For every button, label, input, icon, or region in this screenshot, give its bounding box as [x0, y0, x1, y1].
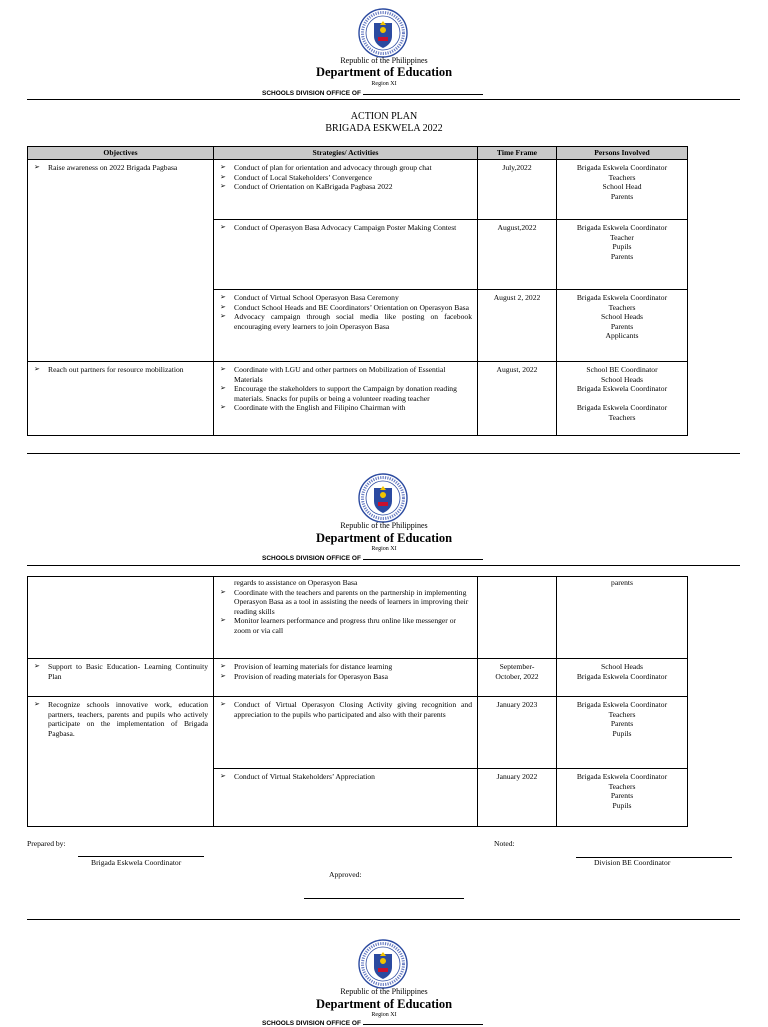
noted-label: Noted:	[494, 839, 515, 848]
person-entry: Brigada Eskwela Coordinator	[576, 671, 668, 681]
activity-item: ➢ Coordinate with the teachers and parents on the partnership in implementing Operasyon Basa as a tool in assisting the needs of learners in improving their reading skills	[219, 588, 472, 617]
action-plan-table-page2	[27, 576, 688, 827]
activity-item: ➢ Coordinate with LGU and other partners on Mobilization of Essential Materials	[219, 365, 472, 384]
person-entry: Pupils	[612, 728, 632, 738]
activity-item: ➢ Conduct of Operasyon Basa Advocacy Campaign Poster Making Contest	[219, 223, 472, 233]
activity-item: ➢ Provision of reading materials for Operasyon Basa	[219, 672, 472, 682]
persons-cell	[557, 220, 688, 290]
plan-subtitle: BRIGADA ESKWELA 2022	[325, 123, 443, 134]
time-cell: January 2022	[478, 769, 557, 827]
region-text: Region XI	[371, 546, 397, 552]
table-row	[28, 160, 688, 220]
person-entry: Teachers	[608, 781, 636, 791]
activities-cell	[214, 697, 478, 769]
objective-cell	[28, 697, 214, 827]
action-plan-table-page1	[27, 146, 688, 436]
department-title: Department of Education	[315, 997, 453, 1011]
deped-seal-logo	[358, 939, 408, 989]
person-entry: School Head	[602, 182, 642, 192]
activity-item: ➢ Conduct of Virtual Stakeholders’ Appreciation	[219, 772, 472, 782]
time-cell: August 2, 2022	[478, 290, 557, 362]
person-entry: Applicants	[605, 331, 639, 341]
persons-cell	[557, 290, 688, 362]
table-row	[28, 659, 688, 697]
table-row	[28, 577, 688, 659]
sdo-blank	[363, 1019, 483, 1025]
person-entry: Pupils	[612, 242, 632, 252]
person-spacer	[562, 394, 682, 404]
activity-item: ➢ Encourage the stakeholders to support the Campaign by donation reading materials. Snacks for pupils or being a volunteer reading teacher	[219, 384, 472, 403]
person-entry: Parents	[610, 719, 634, 729]
person-entry: Brigada Eskwela Coordinator	[576, 700, 668, 709]
prepared-role: Brigada Eskwela Coordinator	[91, 858, 182, 867]
time-cell: July,2022	[478, 160, 557, 220]
persons-cell	[557, 659, 688, 697]
sdo-blank	[363, 554, 483, 560]
person-entry: Teachers	[608, 709, 636, 719]
deped-seal-logo	[358, 473, 408, 523]
time-line: September-	[499, 662, 535, 671]
objective-cell	[28, 577, 214, 659]
sdo-line	[262, 89, 483, 97]
person-entry: School Heads	[601, 312, 643, 322]
table-row	[28, 697, 688, 769]
person-entry: Pupils	[612, 800, 632, 810]
time-cell: August, 2022	[478, 362, 557, 436]
time-cell	[478, 577, 557, 659]
activities-cell	[214, 220, 478, 290]
table-row	[28, 362, 688, 436]
activity-item: ➢ Provision of learning materials for distance learning	[219, 662, 472, 672]
person-entry: Parents	[610, 791, 634, 801]
objective-item: ➢ Support to Basic Education- Learning Continuity Plan	[33, 662, 208, 681]
page-break-rule	[27, 919, 740, 920]
objective-cell	[28, 362, 214, 436]
person-entry: Parents	[610, 251, 634, 261]
person-entry: parents	[611, 578, 633, 587]
activities-cell	[214, 769, 478, 827]
person-entry: School BE Coordinator	[586, 365, 658, 374]
activity-item: ➢ Advocacy campaign through social media like posting on facebook encouraging every learners to join Operasyon Basa	[219, 312, 472, 331]
persons-cell	[557, 769, 688, 827]
table-header-row	[28, 147, 688, 160]
activity-item: ➢ Conduct of Virtual Operasyon Closing Activity giving recognition and appreciation to the pupils who participated and also with their parents	[219, 700, 472, 719]
activity-item: ➢ Conduct of Local Stakeholders’ Convergence	[219, 173, 472, 183]
activities-cell	[214, 362, 478, 436]
person-entry: Teachers	[608, 412, 636, 422]
person-entry: School Heads	[601, 662, 643, 671]
objective-cell	[28, 659, 214, 697]
republic-text: Republic of the Philippines	[340, 987, 428, 996]
sdo-text: SCHOOLS DIVISION OFFICE OF	[262, 555, 361, 562]
approved-signature-line	[304, 898, 464, 899]
person-entry: Parents	[610, 191, 634, 201]
activities-cell	[214, 577, 478, 659]
plan-title: ACTION PLAN	[350, 111, 418, 122]
activity-item: ➢ Conduct School Heads and BE Coordinators’ Orientation on Operasyon Basa	[219, 303, 472, 313]
page-break-rule	[27, 453, 740, 454]
activities-cell	[214, 160, 478, 220]
prepared-by-label: Prepared by:	[27, 839, 66, 848]
person-entry: Teacher	[610, 232, 634, 242]
continuation-text: regards to assistance on Operasyon Basa	[234, 578, 358, 587]
time-cell: January 2023	[478, 697, 557, 769]
col-strategies: Strategies/ Activities	[214, 147, 478, 160]
noted-role: Division BE Coordinator	[594, 858, 671, 867]
region-text: Region XI	[371, 81, 397, 87]
person-entry: Brigada Eskwela Coordinator	[576, 163, 668, 172]
person-entry: Brigada Eskwela Coordinator	[576, 772, 668, 781]
persons-cell	[557, 160, 688, 220]
sdo-text: SCHOOLS DIVISION OFFICE OF	[262, 90, 361, 97]
person-entry: School Heads	[601, 374, 643, 384]
activity-item: ➢ Coordinate with the English and Filipino Chairman with	[219, 403, 472, 413]
col-persons: Persons Involved	[557, 147, 688, 160]
time-line: October, 2022	[495, 671, 539, 681]
person-entry: Brigada Eskwela Coordinator	[576, 223, 668, 232]
persons-cell	[557, 697, 688, 769]
republic-text: Republic of the Philippines	[340, 56, 428, 65]
persons-cell	[557, 577, 688, 659]
header-rule	[27, 565, 740, 566]
person-entry: Teachers	[608, 172, 636, 182]
time-cell	[478, 659, 557, 697]
activity-item: ➢ Monitor learners performance and progress thru online like messenger or zoom or via call	[219, 616, 472, 635]
sdo-line	[262, 1019, 483, 1027]
objective-item: ➢ Recognize schools innovative work, education partners, teachers, parents and pupils who actively participate on the implementation of Brigada Pagbasa.	[33, 700, 208, 738]
department-title: Department of Education	[315, 65, 453, 79]
person-entry: Teachers	[608, 302, 636, 312]
persons-cell	[557, 362, 688, 436]
deped-seal-logo	[358, 8, 408, 58]
sdo-blank	[363, 89, 483, 95]
col-objectives: Objectives	[28, 147, 214, 160]
header-rule	[27, 99, 740, 100]
department-title: Department of Education	[315, 531, 453, 545]
person-entry: Brigada Eskwela Coordinator	[576, 403, 668, 413]
objective-item: ➢ Raise awareness on 2022 Brigada Pagbasa	[33, 163, 208, 173]
col-time-frame: Time Frame	[478, 147, 557, 160]
activities-cell	[214, 659, 478, 697]
sdo-line	[262, 554, 483, 562]
person-entry: Brigada Eskwela Coordinator	[576, 293, 668, 302]
prepared-signature-line	[78, 856, 204, 857]
time-cell: August,2022	[478, 220, 557, 290]
person-entry: Brigada Eskwela Coordinator	[576, 384, 668, 394]
objective-item: ➢ Reach out partners for resource mobilization	[33, 365, 208, 375]
activity-item: ➢ Conduct of plan for orientation and advocacy through group chat	[219, 163, 472, 173]
sdo-text: SCHOOLS DIVISION OFFICE OF	[262, 1020, 361, 1027]
activities-cell	[214, 290, 478, 362]
approved-label: Approved:	[329, 870, 362, 879]
objective-cell	[28, 160, 214, 362]
person-entry: Parents	[610, 321, 634, 331]
republic-text: Republic of the Philippines	[340, 521, 428, 530]
activity-item: ➢ Conduct of Virtual School Operasyon Basa Ceremony	[219, 293, 472, 303]
activity-item: ➢ Conduct of Orientation on KaBrigada Pagbasa 2022	[219, 182, 472, 192]
region-text: Region XI	[371, 1012, 397, 1018]
